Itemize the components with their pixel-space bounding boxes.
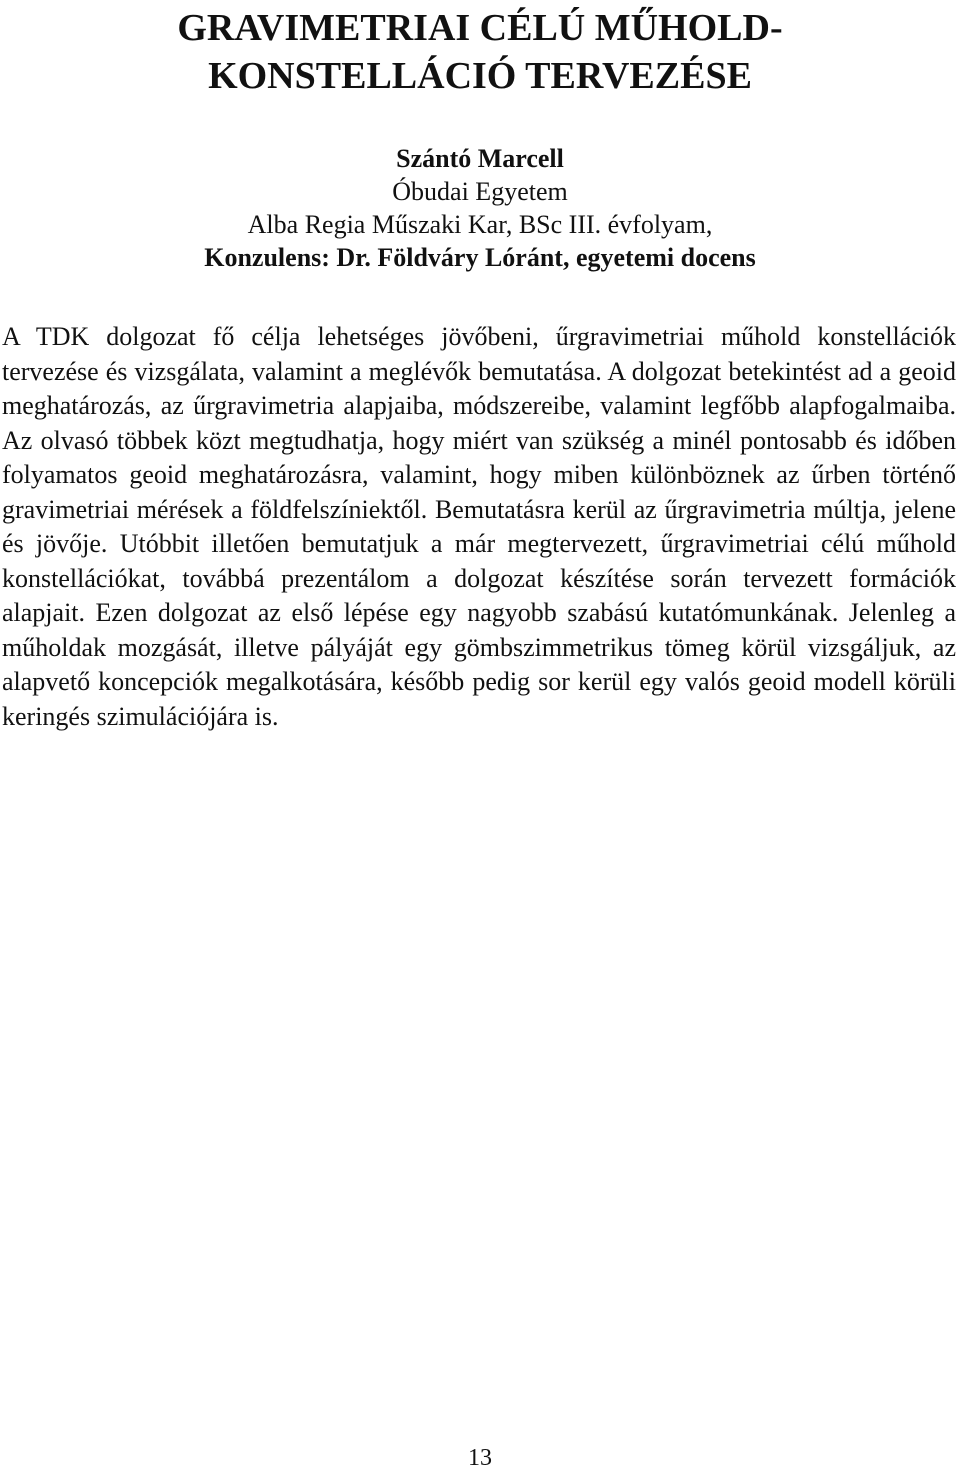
paper-title — [0, 0, 960, 100]
title-line-1: GRAVIMETRIAI CÉLÚ MŰHOLD- — [177, 7, 783, 49]
title-line-2: KONSTELLÁCIÓ TERVEZÉSE — [208, 55, 752, 97]
author-university: Óbudai Egyetem — [392, 177, 568, 206]
author-supervisor: Konzulens: Dr. Földváry Lóránt, egyetemi docens — [204, 243, 756, 272]
page-number: 13 — [468, 1445, 492, 1471]
author-block — [0, 142, 960, 274]
abstract-paragraph: A TDK dolgozat fő célja lehetséges jövőbeni, űrgravimetriai műhold konstellációk tervezése és vizsgálata, valamint a meglévők bemutatása. A dolgozat betekintést ad a geoid meghatározás, az űrgravimetria alapjaiba, módszereibe, valamint legfőbb alapfogalmaiba. Az olvasó többek közt megtudhatja, hogy miért van szükség a minél pontosabb és időben folyamatos geoid meghatározásra, valamint, hogy miben különböznek az űrben történő gravimetriai mérések a földfelszíniektől. Bemutatásra kerül az űrgravimetria múltja, jelene és jövője. Utóbbit illetően bemutatjuk a már megtervezett, űrgravimetriai célú műhold konstellációkat, továbbá prezentálom a dolgozat készítése során tervezett formációk alapjait. Ezen dolgozat az első lépése egy nagyobb szabású kutatómunkának. Jelenleg a műholdak mozgását, illetve pályáját egy gömbszimmetrikus tömeg körül vizsgáljuk, az alapvető koncepciók megalkotására, később pedig sor kerül egy valós geoid modell körüli keringés szimulációjára is. — [2, 322, 956, 731]
author-name: Szántó Marcell — [396, 144, 564, 173]
author-faculty: Alba Regia Műszaki Kar, BSc III. évfolyam, — [247, 210, 713, 239]
